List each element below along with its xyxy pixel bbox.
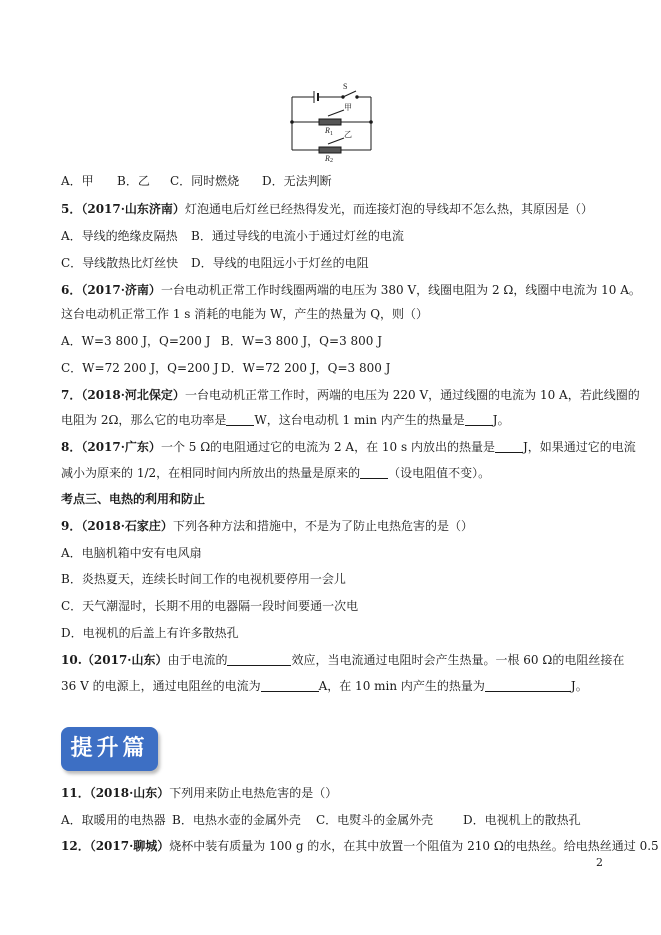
page-number: 2 xyxy=(596,856,603,869)
q9-text: 下列各种方法和措施中，不是为了防止电热危害的是（） xyxy=(172,519,473,533)
q11-option-a: A．取暖用的电热器 xyxy=(61,813,166,827)
q5-number: 5． xyxy=(61,202,82,216)
q11-options xyxy=(61,812,581,828)
q5-option-c: C．导线散热比灯丝快 xyxy=(61,256,179,270)
r2-subscript: 2 xyxy=(330,158,333,162)
q10-blank-current[interactable] xyxy=(261,679,319,692)
q10-blank-effect[interactable] xyxy=(227,653,291,666)
q6-options-row2 xyxy=(61,360,391,376)
q10-number: 10. xyxy=(61,653,82,667)
q8-blank-heat[interactable] xyxy=(495,440,523,453)
q8-text-1a: 一个 5 Ω的电阻通过它的电流为 2 A，在 10 s 内放出的热量是 xyxy=(160,440,495,454)
q4-option-b: B．乙 xyxy=(117,174,150,188)
q10-text-2a: 36 V 的电源上，通过电阻丝的电流为 xyxy=(61,679,261,693)
r1-label: R xyxy=(325,126,330,135)
q7-text-2a: 电阻为 2Ω，那么它的电功率是 xyxy=(61,413,227,427)
wire-yi-label: 乙 xyxy=(344,130,352,139)
q8-blank-ratio[interactable] xyxy=(360,466,388,479)
q7-text-1: 一台电动机正常工作时，两端的电压为 220 V，通过线圈的电流为 10 A，若此线圈的 xyxy=(184,388,640,402)
q4-option-c: C．同时燃烧 xyxy=(170,174,240,188)
q7-stem-line2 xyxy=(61,412,510,428)
q7-blank-heat[interactable] xyxy=(465,413,493,426)
q8-text-2b: （设电阻值不变）。 xyxy=(388,466,491,480)
q7-stem-line1 xyxy=(61,387,640,403)
q11-text: 下列用来防止电热危害的是（） xyxy=(169,786,338,800)
q12-source: （2017·聊城） xyxy=(89,839,170,853)
q4-option-d: D．无法判断 xyxy=(262,174,332,188)
q5-option-b: B．通过导线的电流小于通过灯丝的电流 xyxy=(191,229,404,243)
q4-options xyxy=(61,173,332,189)
switch-label: S xyxy=(343,82,348,91)
q9-option-d: D．电视机的后盖上有许多散热孔 xyxy=(61,626,239,640)
q8-number: 8． xyxy=(61,440,82,454)
q6-stem-line1 xyxy=(61,282,641,298)
q4-option-a: A．甲 xyxy=(61,174,94,188)
q6-text-2: 这台电动机正常工作 1 s 消耗的电能为 W，产生的热量为 Q，则（） xyxy=(61,307,429,321)
q8-stem-line2 xyxy=(61,465,490,481)
q10-source: （2017·山东） xyxy=(81,653,168,667)
q6-text-1: 一台电动机正常工作时线圈两端的电压为 380 V，线圈电阻为 2 Ω，线圈中电流为 10 A。 xyxy=(160,283,641,297)
q5-text: 灯泡通电后灯丝已经热得发光，而连接灯泡的导线却不怎么热，其原因是（） xyxy=(184,202,593,216)
q8-source: （2017·广东） xyxy=(81,440,161,454)
q5-options-row1 xyxy=(61,228,404,244)
q12-text: 烧杯中装有质量为 100 g 的水，在其中放置一个阻值为 210 Ω的电热丝。给电热丝通过 0.5 xyxy=(169,839,659,853)
q12-stem xyxy=(61,838,659,854)
q11-option-b: B．电热水壶的金属外壳 xyxy=(172,813,301,827)
q10-text-2b: A，在 10 min 内产生的热量为 xyxy=(318,679,485,693)
q9-number: 9． xyxy=(61,519,82,533)
q6-options-row1 xyxy=(61,333,382,349)
q11-option-c: C．电熨斗的金属外壳 xyxy=(316,813,434,827)
q10-stem-line2 xyxy=(61,678,588,694)
q6-source: （2017·济南） xyxy=(81,283,161,297)
q7-blank-power[interactable] xyxy=(226,413,254,426)
r2-label: R xyxy=(325,154,330,162)
q10-text-1b: 效应，当电流通过电阻时会产生热量。一根 60 Ω的电阻丝接在 xyxy=(291,653,625,667)
q8-text-2a: 减小为原来的 1/2，在相同时间内所放出的热量是原来的 xyxy=(61,466,361,480)
q6-option-a: A．W=3 800 J，Q=200 J xyxy=(61,334,211,348)
q5-option-d: D．导线的电阻远小于灯丝的电阻 xyxy=(191,256,369,270)
q5-source: （2017·山东济南） xyxy=(81,202,185,216)
section-badge-advanced: 提升篇 xyxy=(61,727,158,771)
q12-number: 12． xyxy=(61,839,90,853)
q10-text-1a: 由于电流的 xyxy=(167,653,228,667)
q7-number: 7． xyxy=(61,388,82,402)
q9-option-b: B．炎热夏天，连续长时间工作的电视机要停用一会儿 xyxy=(61,572,346,586)
wire-jia-label: 甲 xyxy=(344,103,352,112)
q10-blank-heat[interactable] xyxy=(485,679,571,692)
circuit-diagram xyxy=(286,80,376,162)
q7-text-2c: J。 xyxy=(492,413,510,427)
q9-source: （2018·石家庄） xyxy=(81,519,173,533)
q10-stem-line1 xyxy=(61,652,624,668)
q6-option-c: C．W=72 200 J，Q=200 J xyxy=(61,361,219,375)
q9-option-a: A．电脑机箱中安有电风扇 xyxy=(61,546,202,560)
q5-stem xyxy=(61,201,593,217)
section-3-title: 考点三、电热的利用和防止 xyxy=(61,492,206,506)
q11-option-d: D．电视机上的散热孔 xyxy=(463,813,581,827)
q7-text-2b: W，这台电动机 1 min 内产生的热量是 xyxy=(254,413,465,427)
q6-option-b: B．W=3 800 J，Q=3 800 J xyxy=(221,334,383,348)
q5-option-a: A．导线的绝缘皮隔热 xyxy=(61,229,178,243)
q6-number: 6． xyxy=(61,283,82,297)
r1-subscript: 1 xyxy=(330,131,333,137)
q5-options-row2 xyxy=(61,255,369,271)
q6-option-d: D．W=72 200 J，Q=3 800 J xyxy=(221,361,391,375)
q7-source: （2018·河北保定） xyxy=(81,388,185,402)
q9-stem xyxy=(61,518,473,534)
q9-option-c: C．天气潮湿时，长期不用的电器隔一段时间要通一次电 xyxy=(61,599,359,613)
q11-source: （2018·山东） xyxy=(89,786,170,800)
q8-stem-line1 xyxy=(61,439,636,455)
q6-stem-line2 xyxy=(61,306,428,322)
q11-stem xyxy=(61,785,337,801)
q8-text-1b: J，如果通过它的电流 xyxy=(522,440,636,454)
q10-text-2c: J。 xyxy=(570,679,588,693)
q11-number: 11． xyxy=(61,786,90,800)
